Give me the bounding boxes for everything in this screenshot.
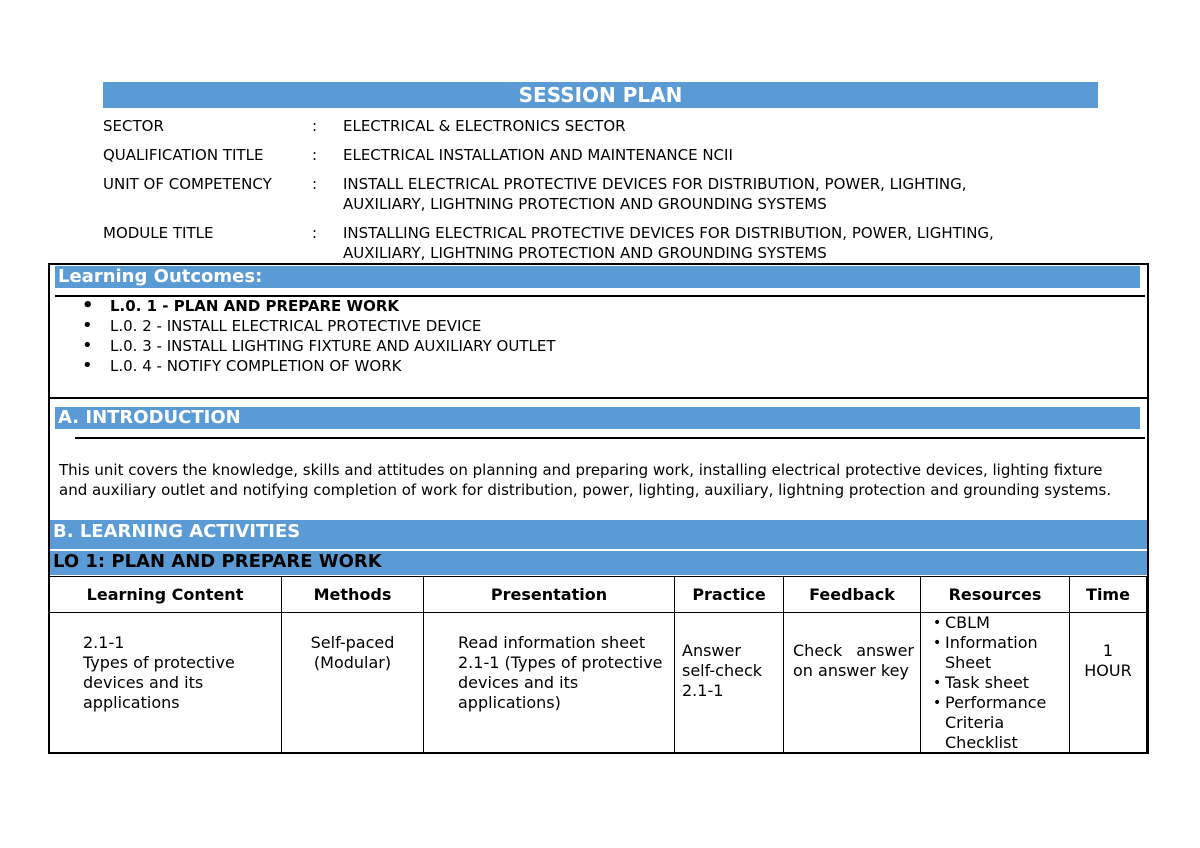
divider	[48, 397, 1147, 399]
sector-label: SECTOR	[103, 117, 164, 135]
resource-item: • CBLM	[945, 613, 1065, 633]
time-value: 1	[1102, 641, 1114, 660]
table-row	[49, 613, 1147, 754]
col-resources: Resources	[921, 577, 1070, 613]
outcome-item: • L.0. 3 - INSTALL LIGHTING FIXTURE AND AUXILIARY OUTLET	[110, 336, 555, 356]
content-cell	[49, 613, 282, 754]
outcomes-list	[110, 296, 555, 376]
unit-value: INSTALL ELECTRICAL PROTECTIVE DEVICES FOR DISTRIBUTION, POWER, LIGHTING, AUXILIARY, LIGHTNING PROTECTION AND GROUNDING SYSTEMS	[343, 175, 967, 213]
unit-label: UNIT OF COMPETENCY	[103, 175, 272, 193]
col-methods: Methods	[282, 577, 424, 613]
module-value: INSTALLING ELECTRICAL PROTECTIVE DEVICES FOR DISTRIBUTION, POWER, LIGHTING, AUXILIARY, LIGHTNING PROTECTION AND GROUNDING SYSTEMS	[343, 224, 994, 262]
activities-table	[48, 576, 1147, 754]
time-cell	[1070, 613, 1147, 754]
module-label: MODULE TITLE	[103, 224, 214, 242]
colon: :	[312, 175, 318, 193]
outcomes-heading: Learning Outcomes:	[55, 266, 1140, 288]
resources-cell	[921, 613, 1070, 754]
resources-list	[945, 613, 1065, 753]
time-unit: HOUR	[1084, 661, 1132, 680]
outcome-item: • L.0. 4 - NOTIFY COMPLETION OF WORK	[110, 356, 555, 376]
lo-heading: LO 1: PLAN AND PREPARE WORK	[50, 551, 1147, 575]
introduction-text: This unit covers the knowledge, skills and attitudes on planning and preparing work, installing electrical protective devices, lighting fixture and auxiliary outlet and notifying completion of work for distribution, power, lighting, auxiliary, lightning protection and grounding systems.	[59, 461, 1112, 499]
colon: :	[312, 224, 318, 242]
content-text: Types of protective devices and its applications	[83, 653, 235, 712]
resource-item: • Performance Criteria Checklist	[945, 693, 1065, 753]
col-feedback: Feedback	[784, 577, 921, 613]
col-presentation: Presentation	[424, 577, 675, 613]
outcome-item: • L.0. 1 - PLAN AND PREPARE WORK	[110, 296, 555, 316]
col-learning-content: Learning Content	[49, 577, 282, 613]
methods-cell: Self-paced (Modular)	[282, 613, 424, 754]
presentation-cell: Read information sheet 2.1-1 (Types of protective devices and its applications)	[424, 613, 675, 754]
outcome-item: • L.0. 2 - INSTALL ELECTRICAL PROTECTIVE DEVICE	[110, 316, 555, 336]
colon: :	[312, 146, 318, 164]
introduction-heading: A. INTRODUCTION	[55, 407, 1140, 429]
practice-cell: Answer self-check 2.1-1	[675, 613, 784, 754]
col-time: Time	[1070, 577, 1147, 613]
content-code: 2.1-1	[83, 633, 125, 652]
qualification-value: ELECTRICAL INSTALLATION AND MAINTENANCE NCII	[343, 146, 733, 164]
resource-item: • Information Sheet	[945, 633, 1065, 673]
sector-value: ELECTRICAL & ELECTRONICS SECTOR	[343, 117, 626, 135]
divider	[75, 437, 1145, 439]
col-practice: Practice	[675, 577, 784, 613]
qualification-label: QUALIFICATION TITLE	[103, 146, 264, 164]
colon: :	[312, 117, 318, 135]
page-title: SESSION PLAN	[103, 82, 1098, 108]
activities-heading: B. LEARNING ACTIVITIES	[50, 520, 1147, 549]
table-header-row	[49, 577, 1147, 613]
resource-item: • Task sheet	[945, 673, 1065, 693]
feedback-cell: Check answer on answer key	[784, 613, 921, 754]
